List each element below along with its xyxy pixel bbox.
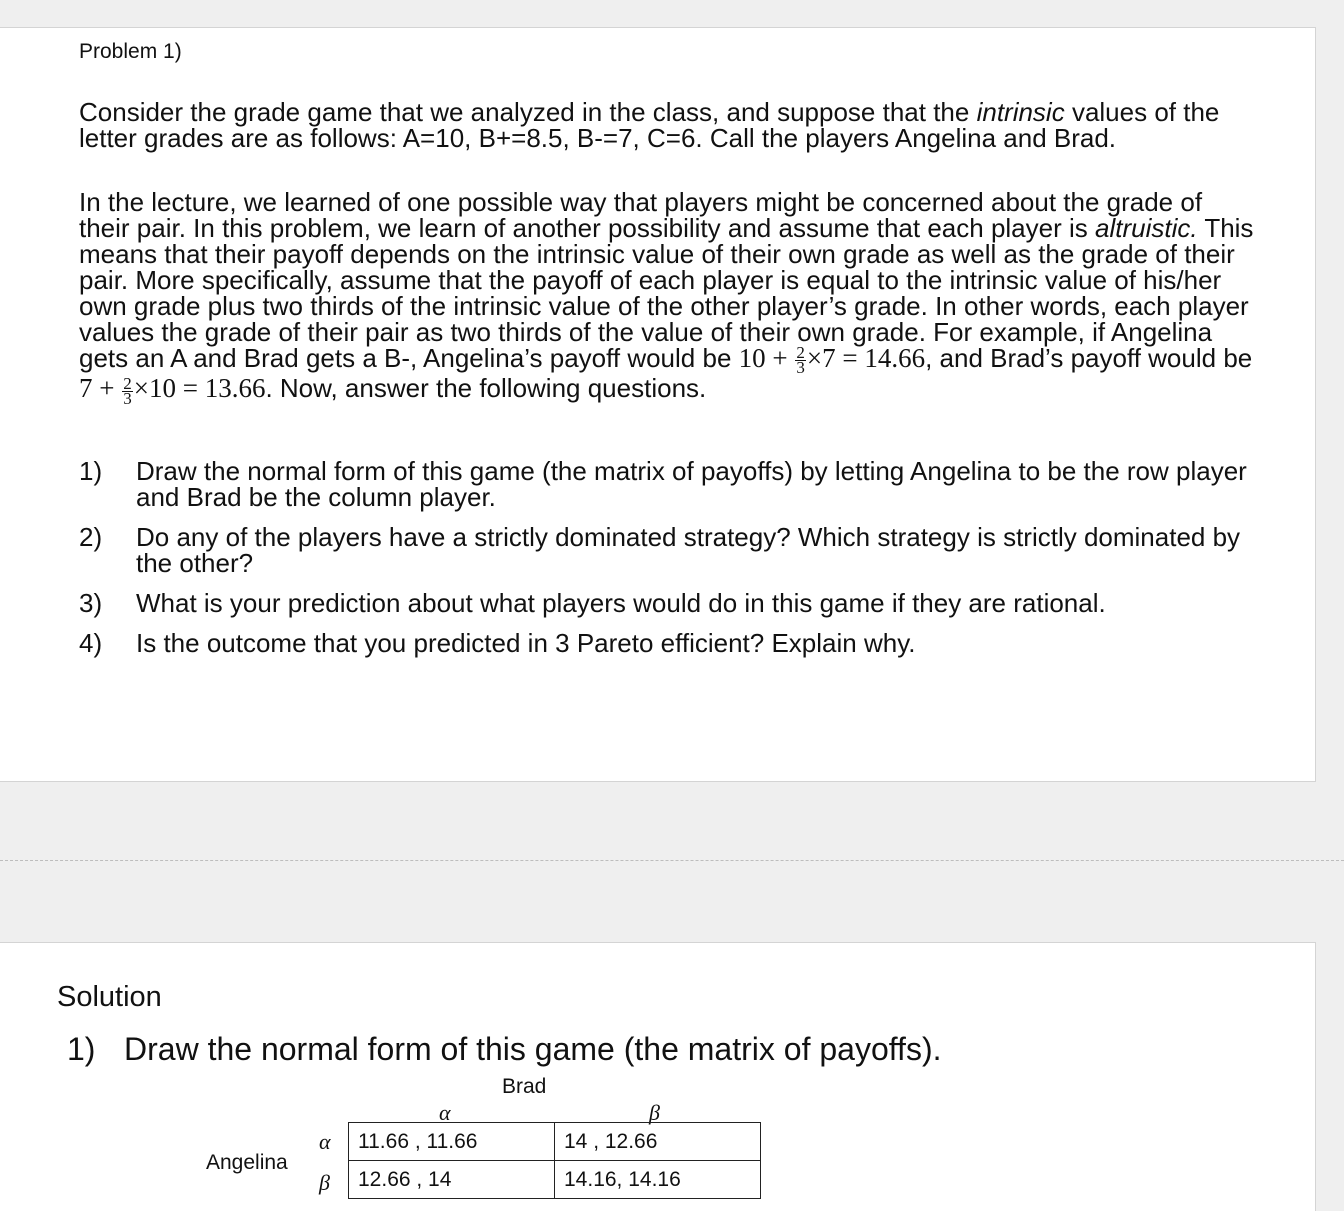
intrinsic-emphasis: intrinsic [976,97,1065,127]
fraction-numerator: 2 [123,373,132,393]
row-strategy-beta: β [319,1170,330,1195]
problem-page [0,27,1316,782]
question-text: What is your prediction about what players would do in this game if they are rational. [136,588,1106,618]
question-number: 2) [79,522,103,552]
column-strategy-beta: β [649,1100,660,1125]
payoff-cell: 14.16, 14.16 [555,1161,761,1199]
question-number: 1) [67,1031,96,1067]
list-item [79,458,1259,510]
question-text: Is the outcome that you predicted in 3 Pareto efficient? Explain why. [136,628,916,658]
altruism-text-c: , and Brad’s payoff would be [925,343,1253,373]
fraction-denominator: 3 [123,388,132,408]
question-text: Do any of the players have a strictly dominated strategy? Which strategy is strictly dominated by the other? [136,522,1241,578]
intro-text-b: values of the letter grades are as follows: A=10, B+=8.5, B-=7, C=6. Call the players Angelina and Brad. [79,97,1220,153]
question-text: Draw the normal form of this game (the matrix of payoffs). [124,1031,942,1067]
column-strategy-alpha: α [439,1100,451,1125]
question-text: Draw the normal form of this game (the matrix of payoffs) by letting Angelina to be the row player and Brad be the column player. [136,456,1247,512]
intro-text-a: Consider the grade game that we analyzed in the class, and suppose that the [79,97,977,127]
equation-brad-left: 7 + [79,373,122,404]
payoff-cell: 14 , 12.66 [555,1123,761,1161]
problem-label: Problem 1) [79,40,182,63]
row-player-label: Angelina [206,1151,288,1174]
table-row [349,1161,761,1199]
question-number: 1) [79,456,103,486]
table-row [349,1123,761,1161]
equation-brad [79,373,266,408]
question-number: 3) [79,588,103,618]
column-player-label: Brad [502,1075,547,1098]
fraction-numerator: 2 [796,343,805,363]
row-strategy-alpha: α [319,1129,331,1154]
payoff-cell: 11.66 , 11.66 [349,1123,555,1161]
list-item [79,524,1259,576]
altruism-paragraph [79,189,1259,406]
equation-angelina-left: 10 + [738,343,795,373]
altruism-text-a: In the lecture, we learned of one possible way that players might be concerned about the grade of their pair. In this problem, we learn of another possibility and assume that each player is [79,187,1203,243]
solution-page [0,942,1316,1211]
question-number: 4) [79,628,103,658]
fraction-two-thirds [795,343,806,378]
altruism-text-d: . Now, answer the following questions. [265,373,707,404]
question-list [79,458,1259,670]
fraction-denominator: 3 [796,358,805,378]
list-item [79,630,1259,656]
fraction-two-thirds [122,373,133,408]
page-break-divider [0,860,1344,861]
altruistic-emphasis: altruistic. [1094,213,1198,243]
equation-angelina [738,343,926,378]
equation-brad-right: ×10 = 13.66 [133,373,266,404]
equation-angelina-right: ×7 = 14.66 [806,343,926,373]
solution-question [67,1031,941,1068]
list-item [79,590,1259,616]
intro-paragraph [79,99,1259,151]
solution-title: Solution [57,981,162,1013]
payoff-matrix [348,1122,761,1199]
payoff-cell: 12.66 , 14 [349,1161,555,1199]
altruism-text-b: This means that their payoff depends on the intrinsic value of their own grade as well as the grade of their pair. More specifically, assume that the payoff of each player is equal to the intrinsic value of his/her own grade plus two thirds of the intrinsic value of the other player’s grade. In other words, each player values the grade of their pair as two thirds of the value of their own grade. For example, if Angelina gets an A and Brad gets a B-, Angelina’s payoff would be [79,213,1254,373]
